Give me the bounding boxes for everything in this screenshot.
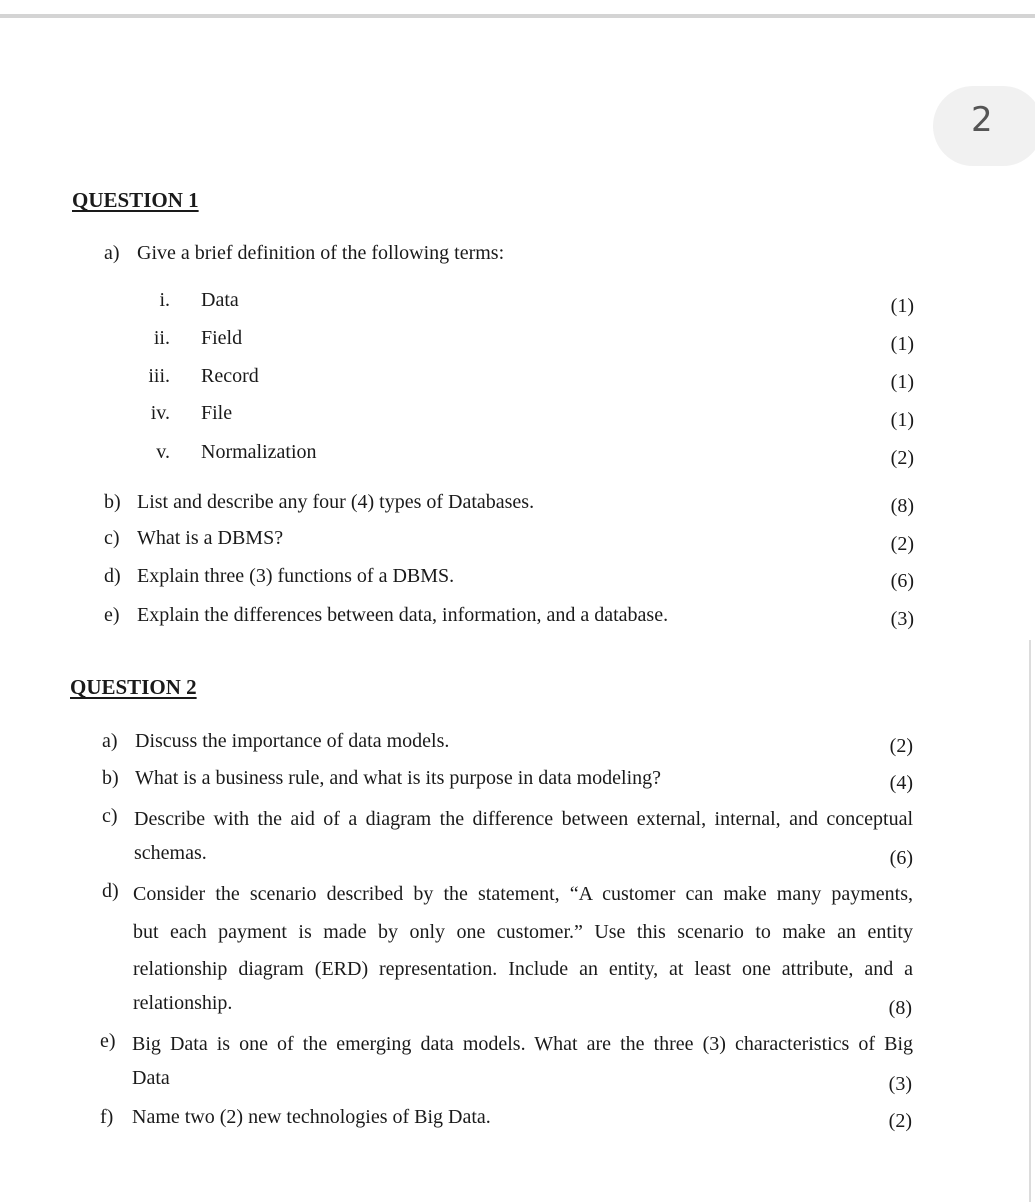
q1-e-marks: (3) (890, 608, 914, 630)
q2-d-line-4: relationship. (133, 992, 233, 1014)
q2-d-line-1: Consider the scenario described by the statement, “A customer can make many payments, (133, 883, 913, 905)
q2-d-label: d) (102, 880, 119, 902)
q2-d-marks: (8) (888, 997, 912, 1019)
q1-a-item-marks: (2) (890, 447, 914, 469)
q2-d-line-2: but each payment is made by only one customer.” Use this scenario to make an entity (133, 921, 913, 943)
q2-f-text: Name two (2) new technologies of Big Data. (132, 1106, 491, 1128)
q2-c-marks: (6) (889, 847, 913, 869)
q1-e-label: e) (104, 604, 120, 626)
q1-d-marks: (6) (890, 570, 914, 592)
q2-a-marks: (2) (889, 735, 913, 757)
q1-a-item-label: ii. (153, 327, 170, 349)
page-number-badge (933, 86, 1035, 166)
q2-b-text: What is a business rule, and what is its purpose in data modeling? (135, 767, 662, 789)
q1-a-text: Give a brief definition of the following terms: (137, 242, 505, 264)
question-2-title: QUESTION 2 (70, 675, 197, 699)
q1-b-label: b) (104, 491, 121, 513)
q1-a-item-marks: (1) (890, 295, 914, 317)
q2-e-line-1: Big Data is one of the emerging data models. What are the three (3) characteristics of Big (132, 1033, 913, 1055)
q1-a-item-term: File (201, 402, 233, 424)
q2-c-line-2: schemas. (134, 842, 207, 864)
q2-a-label: a) (102, 730, 118, 752)
q1-a-item-label: i. (159, 289, 170, 311)
page-number: 2 (971, 100, 993, 140)
q2-f-marks: (2) (888, 1110, 912, 1132)
q1-c-text: What is a DBMS? (137, 527, 284, 549)
page-edge (1029, 640, 1031, 1202)
q2-c-line-1: Describe with the aid of a diagram the difference between external, internal, and conceptual (134, 808, 913, 830)
q1-c-marks: (2) (890, 533, 914, 555)
q1-a-item-term: Normalization (201, 441, 317, 463)
q1-a-item-label: v. (156, 441, 170, 463)
q1-e-text: Explain the differences between data, information, and a database. (137, 604, 669, 626)
q2-b-label: b) (102, 767, 119, 789)
q2-e-label: e) (100, 1030, 116, 1052)
q1-a-item-label: iv. (150, 402, 170, 424)
q2-d-line-3: relationship diagram (ERD) representation. Include an entity, at least one attribute, and a (133, 958, 913, 980)
q1-b-marks: (8) (890, 495, 914, 517)
q2-e-line-2: Data (132, 1067, 170, 1089)
q1-a-item-label: iii. (148, 365, 170, 387)
q1-a-item-term: Record (201, 365, 259, 387)
q1-a-item-marks: (1) (890, 333, 914, 355)
q1-b-text: List and describe any four (4) types of Databases. (137, 491, 535, 513)
question-1-title: QUESTION 1 (72, 188, 199, 212)
q2-b-marks: (4) (889, 772, 913, 794)
q1-a-item-term: Field (201, 327, 243, 349)
q1-d-text: Explain three (3) functions of a DBMS. (137, 565, 455, 587)
top-divider (0, 14, 1035, 18)
q1-d-label: d) (104, 565, 121, 587)
q2-c-label: c) (102, 805, 118, 827)
q1-c-label: c) (104, 527, 120, 549)
q1-a-item-marks: (1) (890, 409, 914, 431)
q2-e-marks: (3) (888, 1073, 912, 1095)
q1-a-item-term: Data (201, 289, 239, 311)
q2-a-text: Discuss the importance of data models. (135, 730, 450, 752)
q1-a-label: a) (104, 242, 120, 264)
q1-a-item-marks: (1) (890, 371, 914, 393)
q2-f-label: f) (100, 1106, 114, 1128)
